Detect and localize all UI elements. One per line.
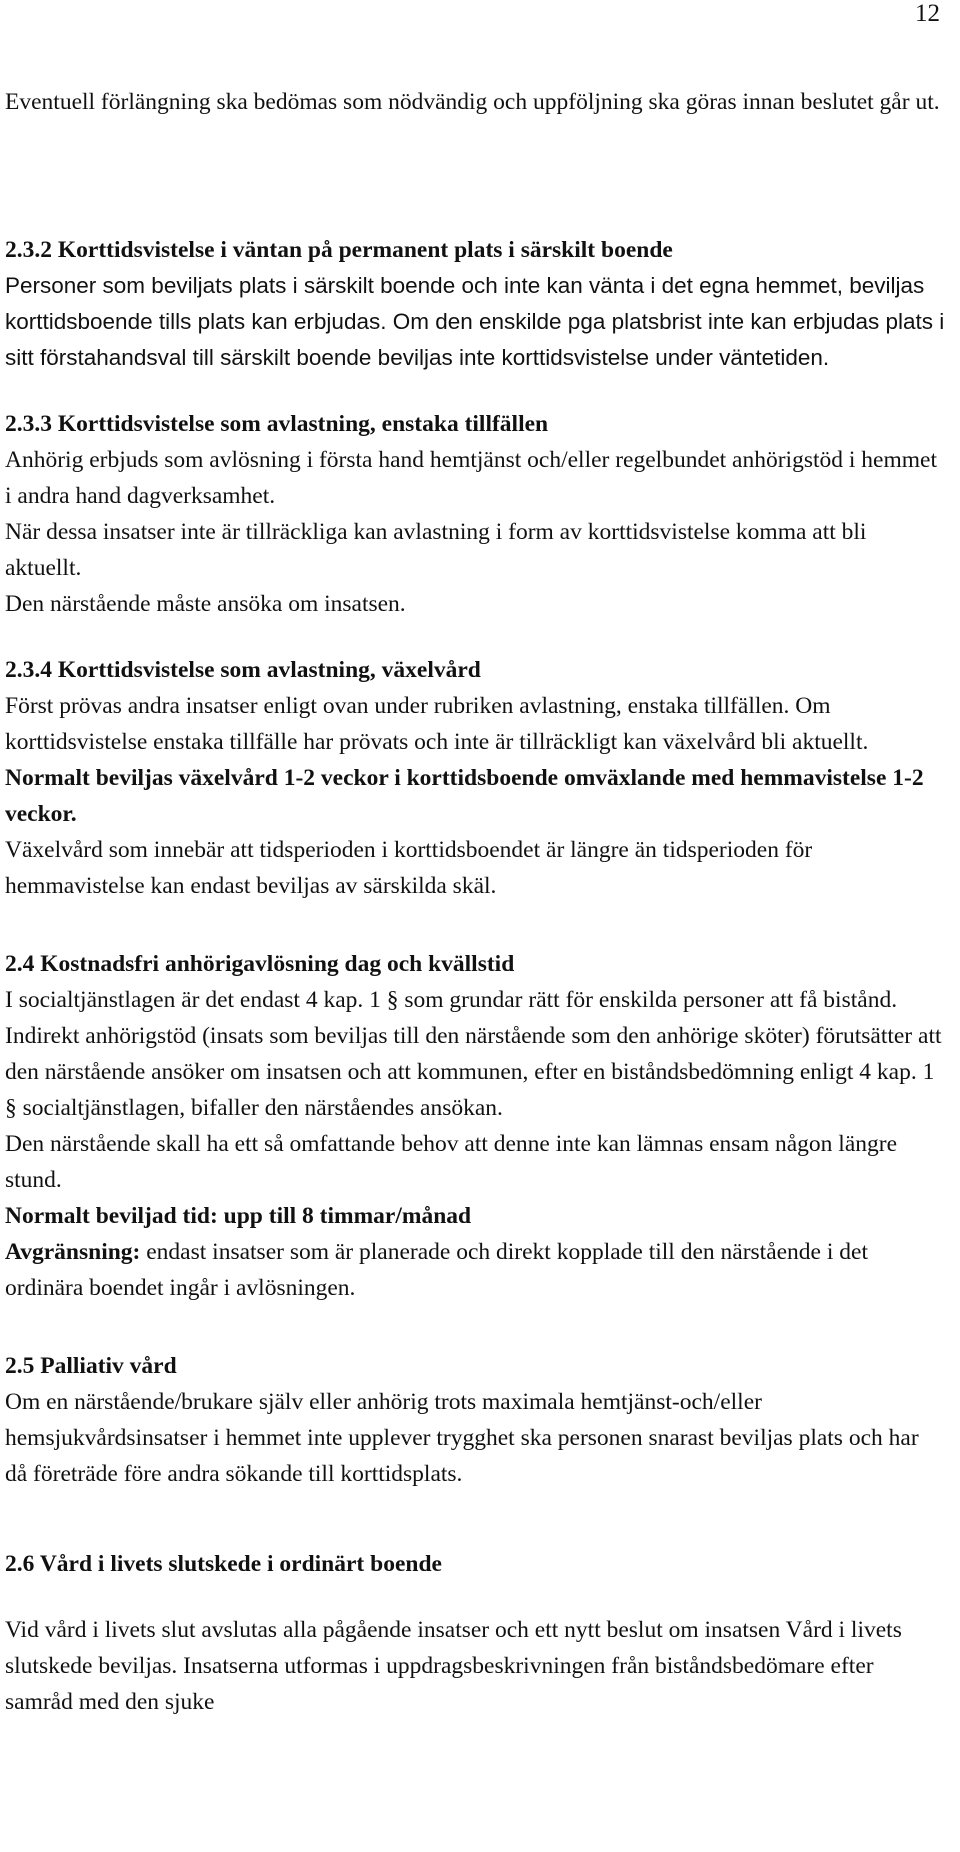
page-number: 12 [915, 0, 940, 27]
section-heading: 2.6 Vård i livets slutskede i ordinärt boende [5, 1551, 442, 1577]
section-paragraph: I socialtjänstlagen är det endast 4 kap. 1 § som grundar rätt för enskilda personer att få bistånd. Indirekt anhörigstöd (insats som beviljas till den närstående som den anhörige sköter) förutsätter att den närstående ansöker om insatsen och att kommunen, efter en biståndsbedömning enligt 4 kap. 1 § socialtjänstlagen, bifaller den närståendes ansökan. [5, 987, 942, 1121]
intro-paragraph [5, 84, 945, 232]
section-2-3-3 [5, 406, 945, 622]
section-heading: 2.3.2 Korttidsvistelse i väntan på permanent plats i särskilt boende [5, 237, 673, 263]
section-body: Personer som beviljats plats i särskilt boende och inte kan vänta i det egna hemmet, beviljas korttidsboende tills plats kan erbjudas. Om den enskilde pga platsbrist inte kan erbjudas plats i sitt förstahandsval till särskilt boende beviljas inte korttidsvistelse under väntetiden. [5, 273, 945, 370]
section-label-text: endast insatser som är planerade och direkt kopplade till den närstående i det ordinära boendet ingår i avlösningen. [5, 1239, 868, 1301]
section-paragraph-bold: Normalt beviljas växelvård 1-2 veckor i korttidsboende omväxlande med hemmavistelse 1-2 veckor. [5, 765, 924, 827]
section-2-6 [5, 1546, 945, 1720]
section-paragraph: När dessa insatser inte är tillräckliga kan avlastning i form av korttidsvistelse komma att bli aktuellt. [5, 519, 867, 581]
section-paragraph-bold: Normalt beviljad tid: upp till 8 timmar/månad [5, 1203, 472, 1229]
section-paragraph: Först prövas andra insatser enligt ovan under rubriken avlastning, enstaka tillfällen. Om korttidsvistelse enstaka tillfälle har prövats och inte är tillräckligt kan växelvård bli aktuellt. [5, 693, 869, 755]
section-2-4 [5, 946, 945, 1306]
section-paragraph: Vid vård i livets slut avslutas alla pågående insatser och ett nytt beslut om insatsen Vård i livets slutskede beviljas. Insatserna utformas i uppdragsbeskrivningen från biståndsbedömare efter samråd med den sjuke [5, 1617, 902, 1715]
section-paragraph: Anhörig erbjuds som avlösning i första hand hemtjänst och/eller regelbundet anhörigstöd i hemmet i andra hand dagverksamhet. [5, 447, 937, 509]
section-heading: 2.3.3 Korttidsvistelse som avlastning, enstaka tillfällen [5, 411, 549, 437]
section-heading: 2.3.4 Korttidsvistelse som avlastning, växelvård [5, 657, 481, 683]
section-2-3-2 [5, 232, 945, 376]
intro-text: Eventuell förlängning ska bedömas som nödvändig och uppföljning ska göras innan beslutet går ut. [5, 89, 940, 115]
section-paragraph: Den närstående måste ansöka om insatsen. [5, 591, 406, 617]
section-paragraph [5, 1234, 945, 1306]
section-2-3-4 [5, 652, 945, 904]
section-paragraph: Växelvård som innebär att tidsperioden i korttidsboendet är längre än tidsperioden för hemmavistelse kan endast beviljas av särskilda skäl. [5, 837, 813, 899]
section-label: Avgränsning: [5, 1239, 141, 1265]
section-heading: 2.4 Kostnadsfri anhörigavlösning dag och kvällstid [5, 951, 515, 977]
section-paragraph: Den närstående skall ha ett så omfattande behov att denne inte kan lämnas ensam någon längre stund. [5, 1131, 898, 1193]
section-2-5 [5, 1348, 945, 1492]
section-paragraph: Om en närstående/brukare själv eller anhörig trots maximala hemtjänst-och/eller hemsjukvårdsinsatser i hemmet inte upplever trygghet ska personen snarast beviljas plats och har då företräde före andra sökande till korttidsplats. [5, 1389, 919, 1487]
document-body [5, 84, 945, 1720]
section-heading: 2.5 Palliativ vård [5, 1353, 177, 1379]
